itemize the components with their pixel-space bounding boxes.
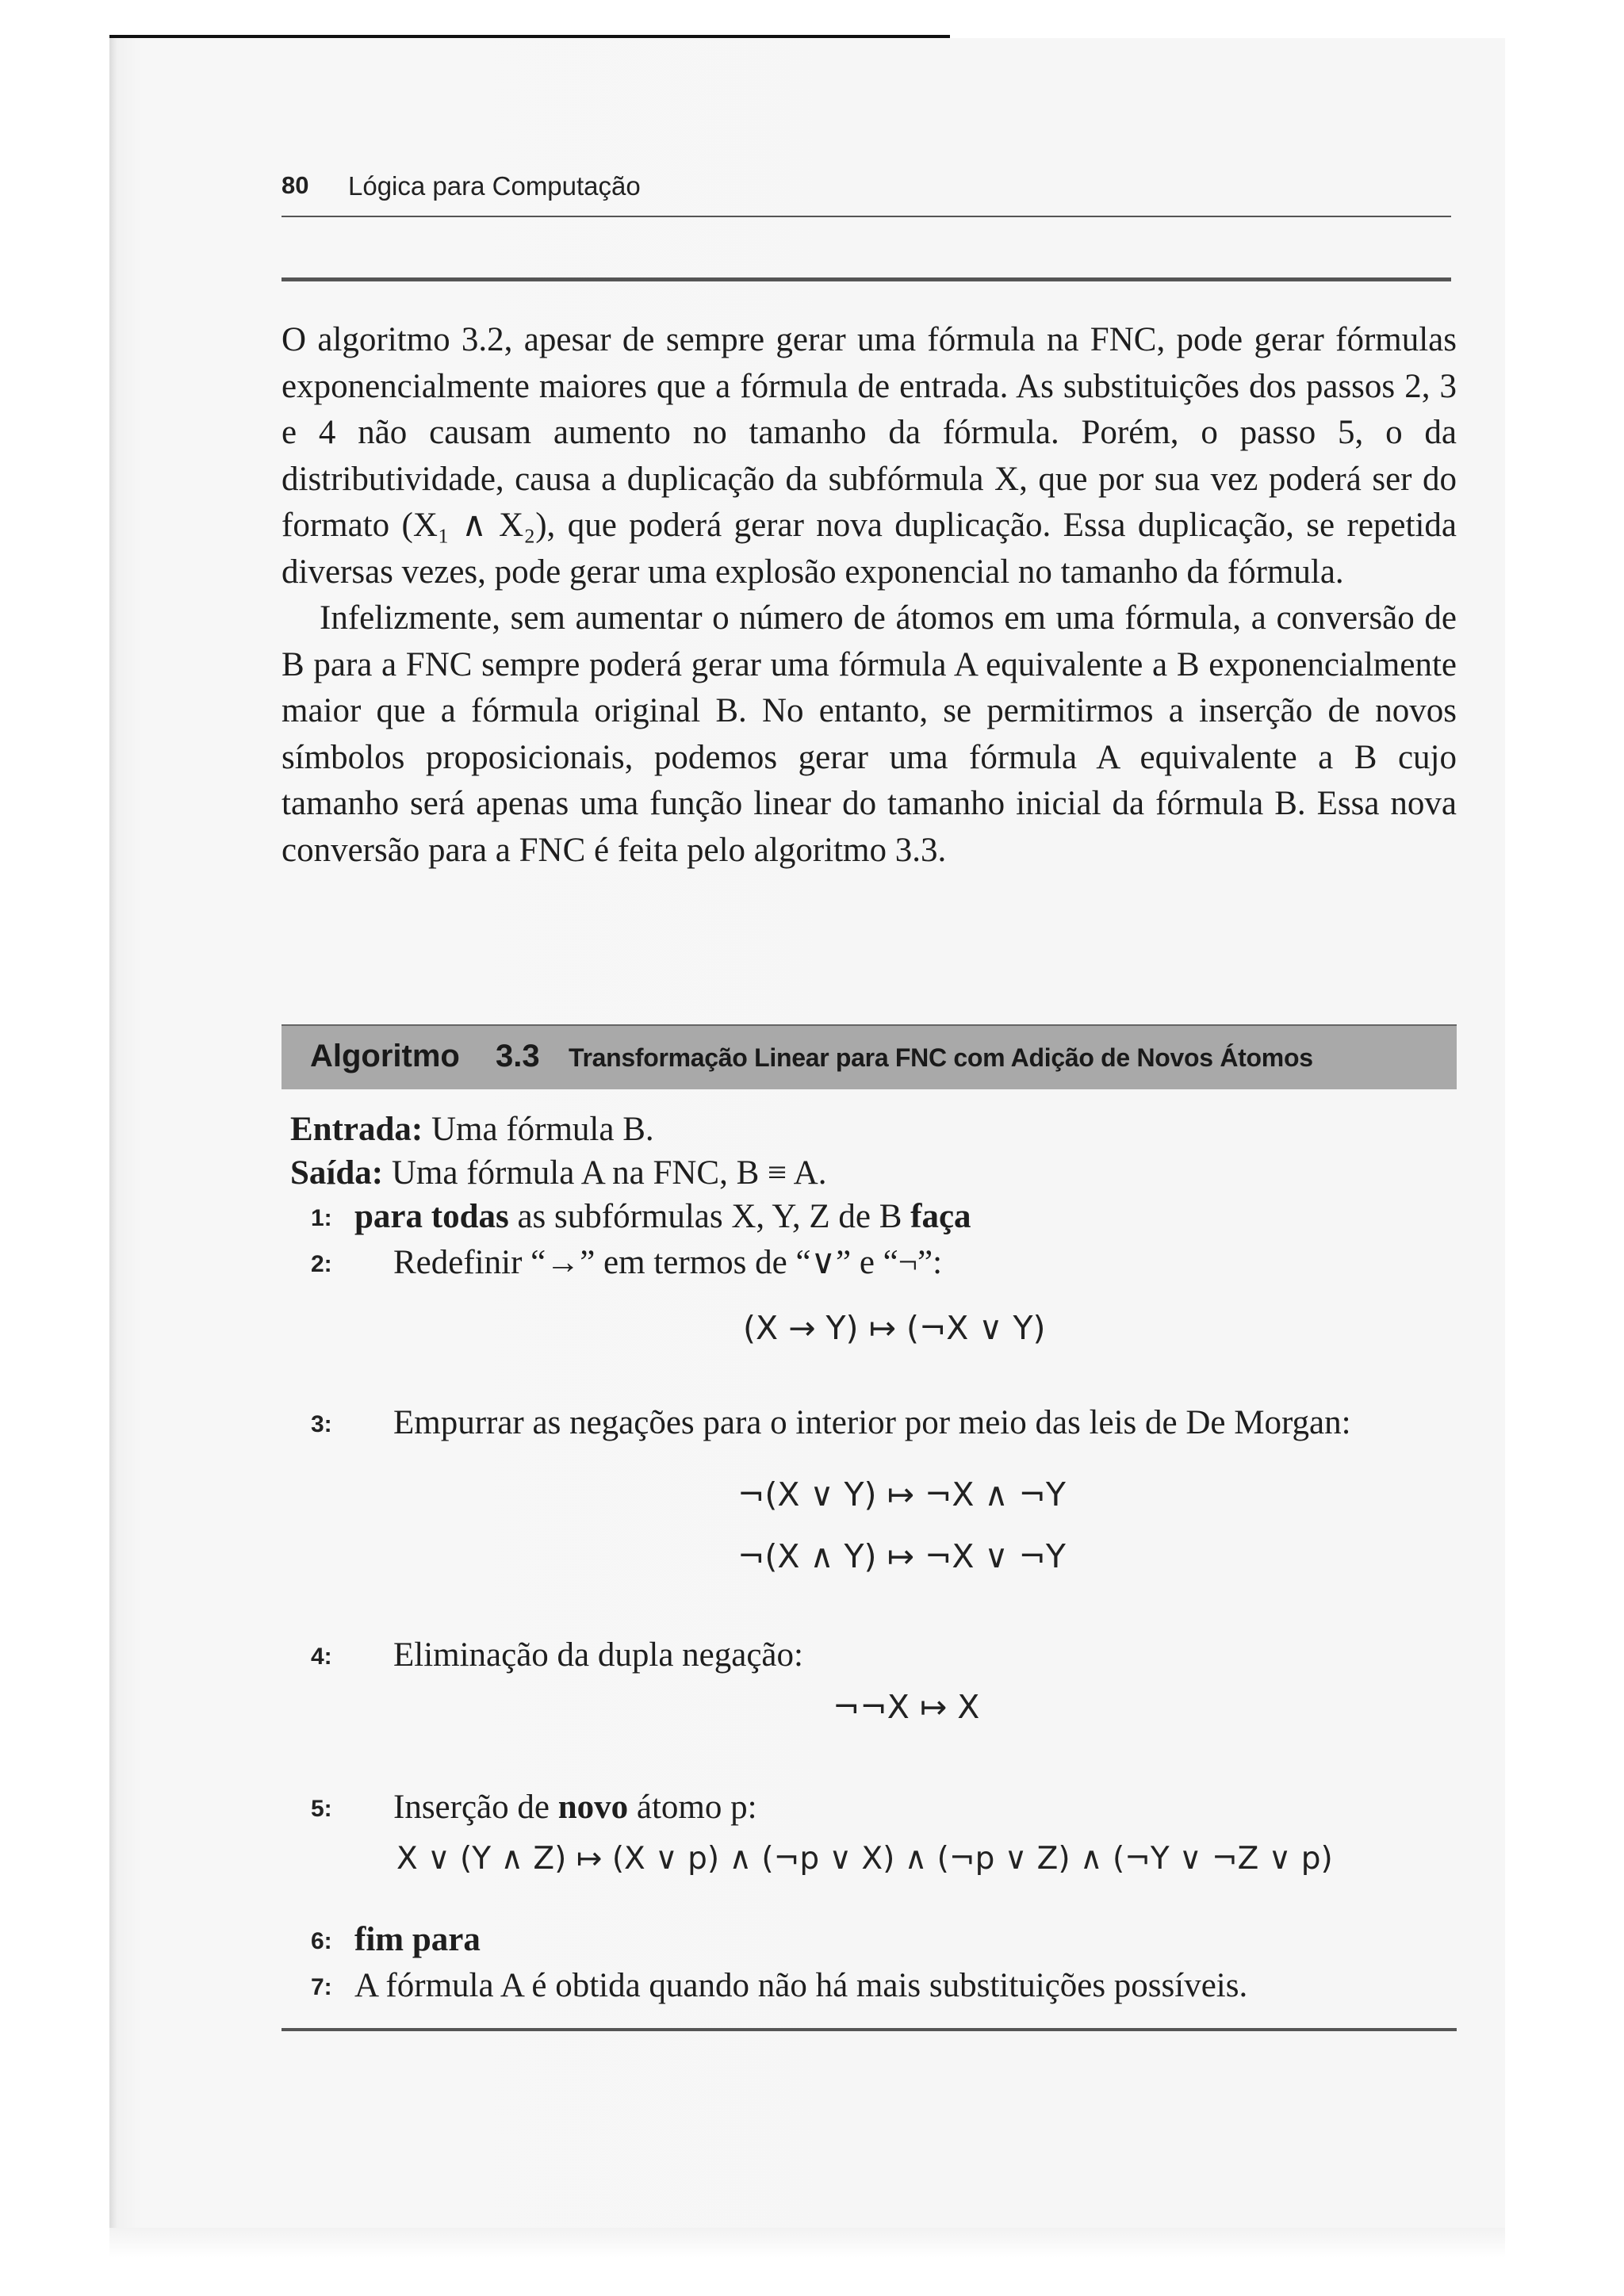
keyword-fim-para: fim para bbox=[354, 1921, 481, 1958]
algorithm-input bbox=[290, 1110, 654, 1150]
formula-de-morgan-and: ¬(X ∧ Y) ↦ ¬X ∨ ¬Y bbox=[737, 1537, 1066, 1575]
step-7: A fórmula A é obtida quando não há mais substituições possíveis. bbox=[354, 1967, 1248, 2004]
algorithm-output bbox=[290, 1154, 826, 1193]
page-bottom-edge bbox=[109, 2228, 1505, 2258]
keyword-para-todas: para todas bbox=[354, 1198, 509, 1235]
output-label: Saída: bbox=[290, 1154, 384, 1192]
step-2: Redefinir “→” em termos de “∨” e “¬”: bbox=[393, 1244, 943, 1281]
page-number: 80 bbox=[282, 171, 309, 199]
algorithm-number: 3.3 bbox=[496, 1039, 540, 1073]
paragraph-2: Infelizmente, sem aumentar o número de átomos em uma fórmula, a conversão de B para a FNC sempre poderá gerar uma fórmula A equivalente a B exponencialmente maior que a fórmula original B. No entanto, se permitirmos a inserção de novos símbolos proposicionais, podemos gerar uma fórmula A equivalente a B cujo tamanho será apenas uma função linear do tamanho inicial da fórmula B. Essa nova conversão para a FNC é feita pelo algoritmo 3.3. bbox=[282, 599, 1457, 869]
keyword-novo: novo bbox=[557, 1789, 629, 1826]
body-text bbox=[282, 317, 1457, 874]
algorithm-header bbox=[282, 1024, 1457, 1089]
algorithm-title: Transformação Linear para FNC com Adição de Novos Átomos bbox=[569, 1043, 1313, 1072]
running-head bbox=[282, 170, 1451, 217]
step-5-text-b: átomo p: bbox=[628, 1789, 757, 1826]
formula-implication: (X → Y) ↦ (¬X ∨ Y) bbox=[743, 1309, 1046, 1347]
line-number: 1: bbox=[311, 1205, 332, 1231]
step-1 bbox=[354, 1197, 971, 1237]
keyword-faca: faça bbox=[910, 1198, 971, 1235]
step-1-text: as subfórmulas X, Y, Z de B bbox=[508, 1198, 911, 1235]
output-text: Uma fórmula A na FNC, B ≡ A. bbox=[391, 1154, 827, 1192]
section-rule bbox=[282, 277, 1451, 281]
line-number: 6: bbox=[311, 1928, 332, 1954]
formula-double-negation: ¬¬X ↦ X bbox=[833, 1688, 980, 1726]
step-6 bbox=[354, 1920, 481, 1960]
book-title: Lógica para Computação bbox=[348, 171, 641, 201]
step-4: Eliminação da dupla negação: bbox=[393, 1636, 803, 1674]
step-5 bbox=[393, 1788, 757, 1827]
line-number: 5: bbox=[311, 1796, 332, 1822]
input-label: Entrada: bbox=[290, 1111, 423, 1148]
line-number: 3: bbox=[311, 1411, 332, 1437]
line-number: 7: bbox=[311, 1974, 332, 2000]
step-5-text-a: Inserção de bbox=[393, 1789, 558, 1826]
paragraph-1: O algoritmo 3.2, apesar de sempre gerar uma fórmula na FNC, pode gerar fórmulas exponencialmente maiores que a fórmula de entrada. As substituições dos passos 2, 3 e 4 não causam aumento no tamanho da fórmula. Porém, o passo 5, o da distributividade, causa a duplicação da subfórmula X, que por sua vez poderá ser do formato (X₁ ∧ X₂), que poderá gerar nova duplicação. Essa duplicação, se repetida diversas vezes, pode gerar uma explosão exponencial no tamanho da fórmula. bbox=[282, 321, 1457, 591]
formula-new-atom: X ∨ (Y ∧ Z) ↦ (X ∨ p) ∧ (¬p ∨ X) ∧ (¬p ∨ Z) ∧ (¬Y ∨ ¬Z ∨ p) bbox=[396, 1841, 1333, 1877]
step-3: Empurrar as negações para o interior por meio das leis de De Morgan: bbox=[393, 1404, 1351, 1441]
algorithm-end-rule bbox=[282, 2028, 1457, 2031]
formula-de-morgan-or: ¬(X ∨ Y) ↦ ¬X ∧ ¬Y bbox=[737, 1475, 1066, 1513]
algorithm-label: Algoritmo bbox=[310, 1039, 460, 1073]
line-number: 2: bbox=[311, 1251, 332, 1277]
line-number: 4: bbox=[311, 1644, 332, 1670]
input-text: Uma fórmula B. bbox=[431, 1111, 654, 1148]
